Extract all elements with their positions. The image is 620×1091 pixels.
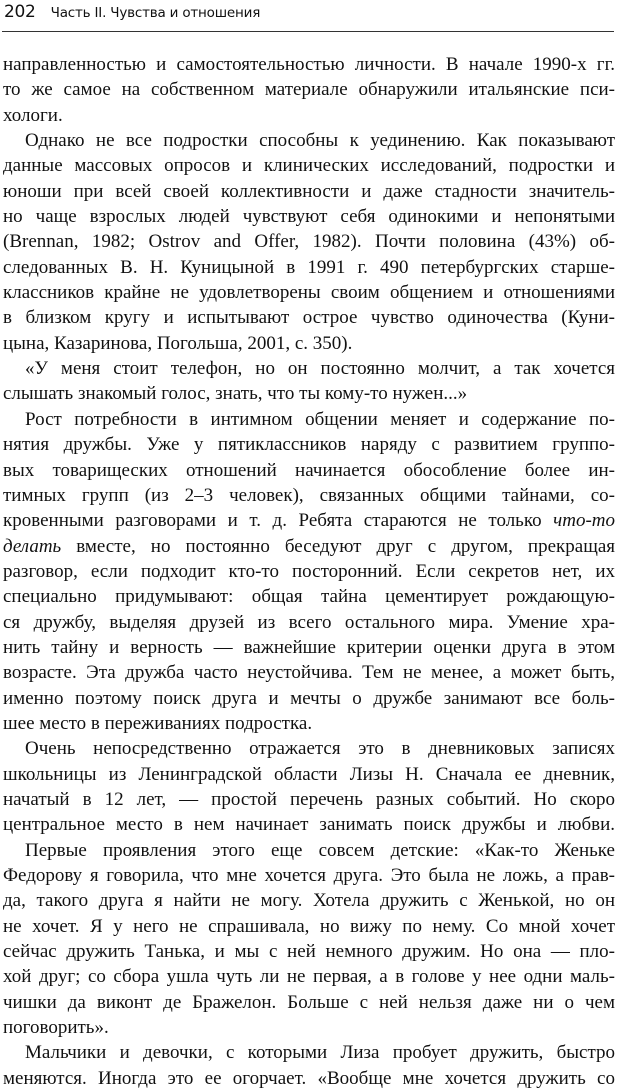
text-line: не хочет. Я у него не спрашивала, но вижу по нему. Со мной хочет: [3, 915, 615, 937]
text-line: Федорову я говорила, что мне хочется друга. Это была не ложь, а прав-: [3, 865, 615, 886]
text-line: [3, 508, 615, 533]
text-line: тимных групп (из 2–3 человек), связанных общими тайнами, со-: [3, 484, 615, 506]
text-line: школьницы из Ленинградской области Лизы Н. Сначала ее дневник,: [3, 763, 615, 785]
text-line: шее место в переживаниях подростка.: [3, 712, 313, 734]
text-line: данные массовых опросов и клинических исследований, подростки и: [3, 155, 615, 177]
italic-fragment: что-то: [553, 510, 615, 532]
italic-fragment: делать: [3, 535, 62, 557]
text-line: «У меня стоит телефон, но он постоянно молчит, а так хочется: [25, 358, 615, 380]
text-fragment: кровенными разговорами и т. д. Ребята стараются не только: [3, 510, 542, 532]
running-head: [4, 2, 614, 28]
text-line: ся дружбу, выделяя друзей из всего остального мира. Умение хра-: [3, 611, 615, 633]
text-line: слышать знакомый голос, знать, что ты кому-то нужен...»: [3, 383, 468, 405]
text-line: поговорить».: [3, 1017, 109, 1039]
page-number: 202: [4, 2, 36, 22]
text-line: Однако не все подростки способны к уединению. Как показывают: [25, 130, 615, 152]
text-line: то же самое на собственном материале обнаружили итальянские пси-: [3, 79, 615, 101]
text-line: центральное место в нем начинает занимать поиск дружбы и любви.: [3, 814, 615, 836]
text-line: Мальчики и девочки, с которыми Лиза пробует дружить, быстро: [25, 1042, 615, 1064]
text-line: возрасте. Эта дружба часто неустойчива. Тем не менее, а может быть,: [3, 662, 615, 684]
text-line: Очень непосредственно отражается это в дневниковых записях: [25, 738, 615, 760]
text-line: но чаще взрослых людей чувствуют себя одинокими и непонятыми: [3, 206, 615, 228]
text-line: хологи.: [3, 104, 63, 126]
text-line: юноши при всей своей коллективности и даже стадности значитель-: [3, 180, 615, 202]
text-line: направленностью и самостоятельностью личности. В начале 1990-х гг.: [3, 54, 615, 75]
text-line: (Brennan, 1982; Ostrov and Offer, 1982). Почти половина (43%) об-: [3, 231, 615, 253]
text-line: Первые проявления этого еще совсем детские: «Как-то Женьке: [25, 839, 615, 861]
text-line: нить тайну и верность — важнейшие критерии оценки друга в этом: [3, 636, 615, 658]
text-line: разговор, если подходит кто-то посторонний. Если секретов нет, их: [3, 560, 615, 582]
body-text: [3, 52, 615, 1091]
header-rule: [2, 31, 614, 32]
text-line: следованных В. Н. Куницыной в 1991 г. 490 петербургских старше-: [3, 256, 615, 278]
text-line: [3, 534, 615, 559]
text-fragment: вместе, но постоянно беседуют друг с другом, прекращая: [76, 535, 615, 557]
text-line: вых товарищеских отношений начинается обособление более ин-: [3, 459, 615, 481]
text-line: цына, Казаринова, Погольша, 2001, с. 350).: [3, 332, 353, 354]
section-title: Часть II. Чувства и отношения: [50, 5, 261, 21]
text-line: Рост потребности в интимном общении меняет и содержание по-: [25, 408, 615, 430]
text-line: начатый в 12 лет, — простой перечень разных событий. Но скоро: [3, 788, 615, 810]
text-line: да, такого друга я найти не могу. Хотела дружить с Женькой, но он: [3, 890, 615, 912]
text-line: чишки да виконт де Бражелон. Больше с ней нельзя даже ни о чем: [3, 991, 615, 1013]
text-line: сейчас дружить Танька, и мы с ней немного дружим. Но она — пло-: [3, 941, 615, 963]
text-line: именно поэтому поиск друга и мечты о дружбе занимают все боль-: [3, 687, 615, 709]
text-line: меняются. Иногда это ее огорчает. «Вообще мне хочется дружить со: [3, 1067, 615, 1089]
text-line: классников крайне не удовлетворены своим общением и отношениями: [3, 282, 615, 304]
text-line: специально придумывают: общая тайна цементирует рождающую-: [3, 586, 615, 608]
text-line: хой друг; со сбора ушла чуть ли не первая, а в голове у нее одни маль-: [3, 966, 615, 988]
text-line: нятия дружбы. Уже у пятиклассников наряду с развитием группо-: [3, 434, 615, 456]
text-line: в близком кругу и испытывают острое чувство одиночества (Куни-: [3, 307, 615, 329]
